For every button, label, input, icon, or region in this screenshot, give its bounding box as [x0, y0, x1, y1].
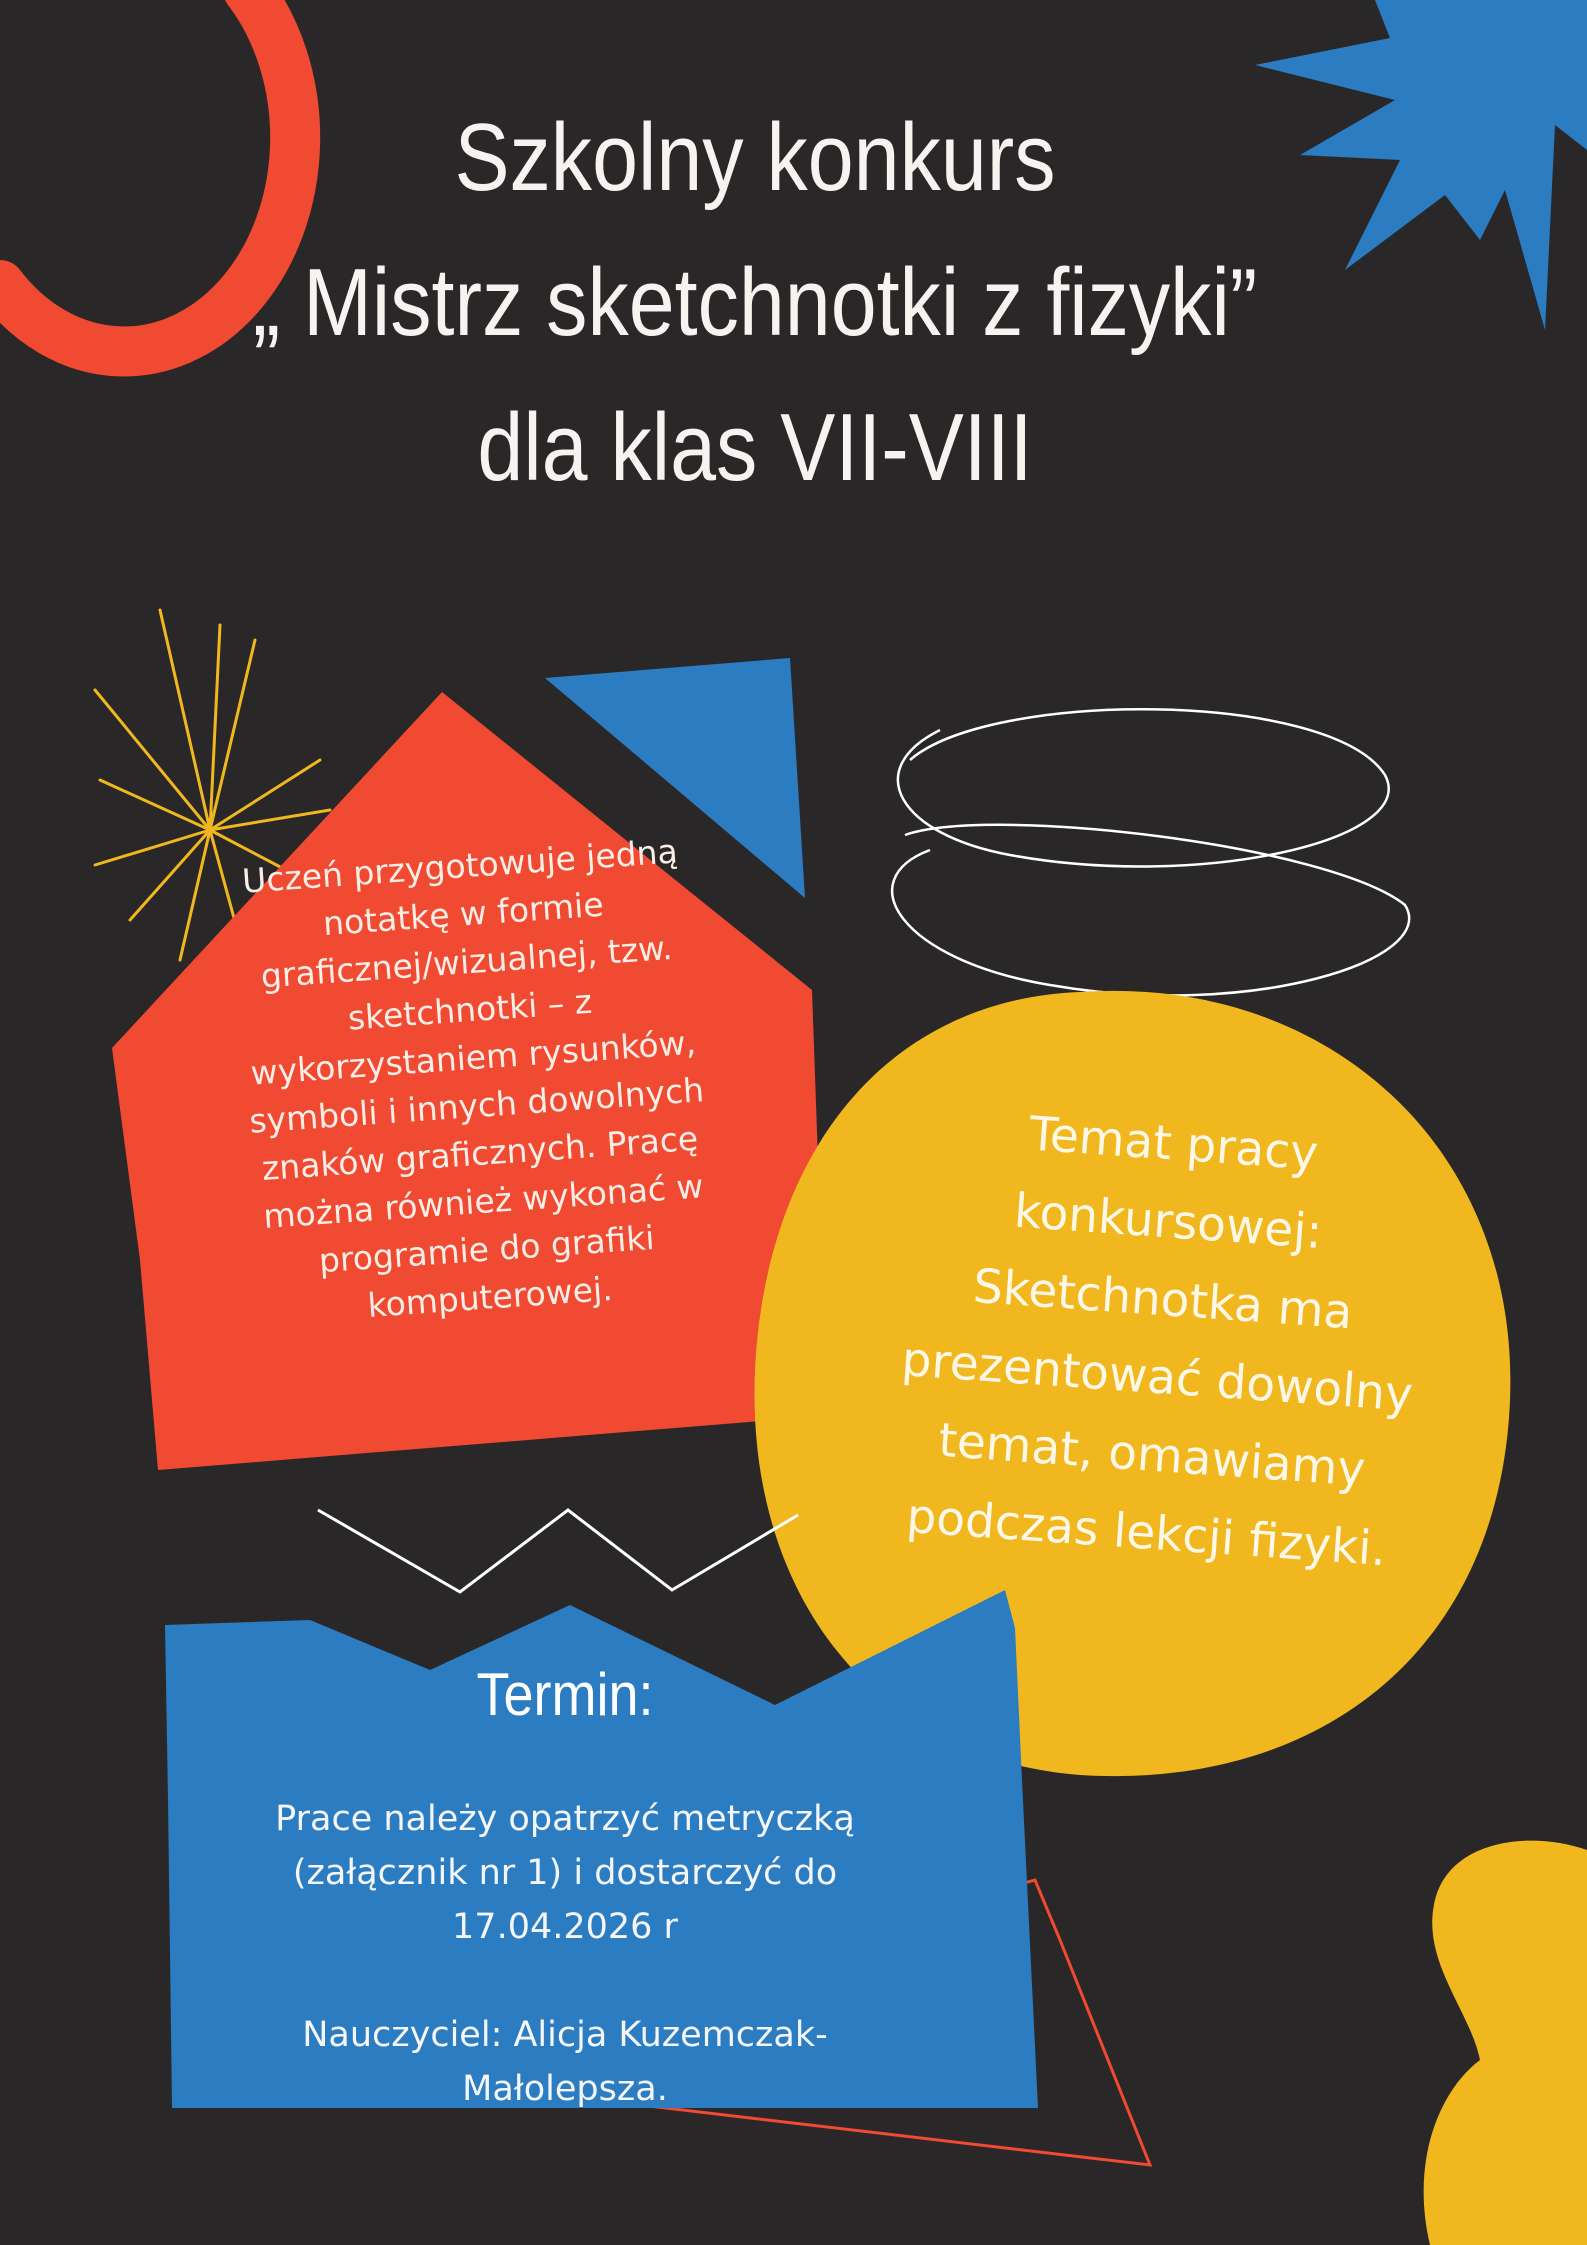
yellow-blob-decoration — [1424, 1841, 1587, 2245]
white-scribble-decoration — [892, 709, 1409, 995]
spacer — [195, 1954, 935, 2008]
topic-text: Temat pracy konkursowej: Sketchnotka ma prezentować dowolny temat, omawiamy podczas lekcji fizyki. — [899, 1106, 1415, 1578]
deadline-text: Prace należy opatrzyć metryczką (załącznik nr 1) i dostarczyć do 17.04.2026 r — [275, 1799, 855, 1947]
title-line-3: dla klas VII-VIII — [477, 394, 1033, 501]
white-zigzag-decoration — [318, 1510, 798, 1592]
house-note-text: Uczeń przygotowuje jedną notatkę w formie graficznej/wizualnej, tzw. sketchnotki – z wykorzystaniem rysunków, symboli i innych dowolnych znaków graficznych. Pracę można również wykonać w programie do grafiki komputerowej. — [240, 831, 706, 1325]
teacher-text: Nauczyciel: Alicja Kuzemczak-Małolepsza. — [302, 2015, 828, 2109]
title-line-1: Szkolny konkurs — [454, 104, 1056, 211]
deadline-heading: Termin: — [476, 1661, 654, 1728]
title-line-2: „ Mistrz sketchnotki z fizyki” — [252, 249, 1258, 356]
deadline-block — [195, 1792, 935, 2116]
